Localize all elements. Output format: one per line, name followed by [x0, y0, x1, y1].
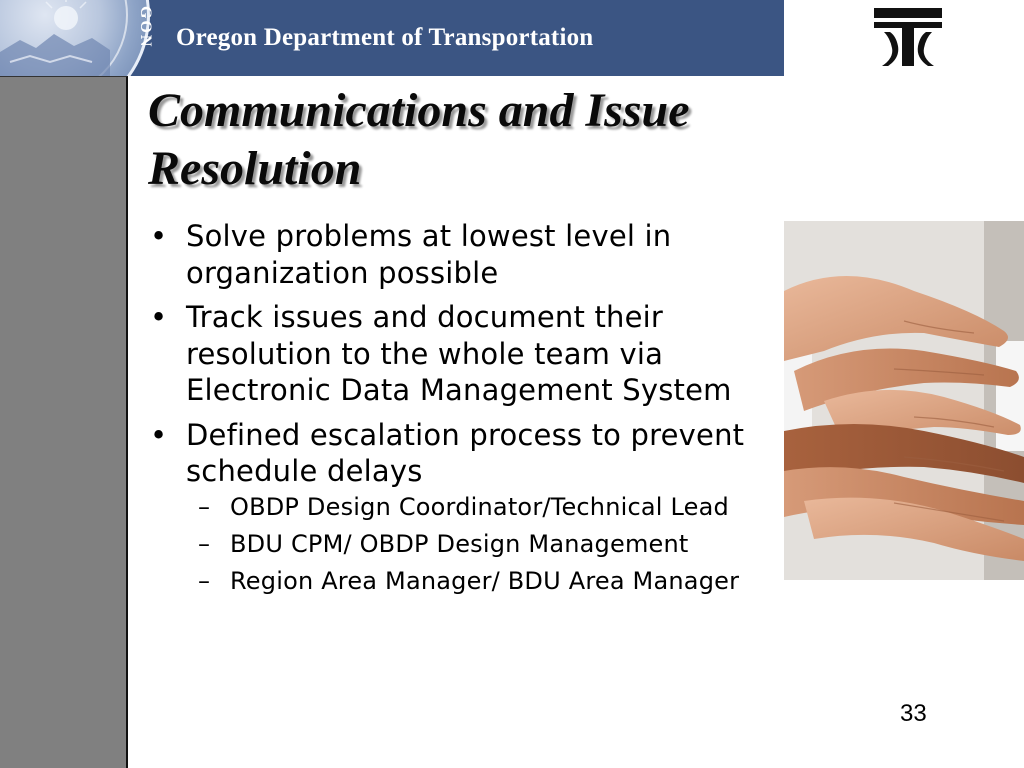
seal-text: GON: [137, 6, 154, 49]
sub-bullet-list: [186, 492, 780, 597]
bullet-marker: •: [150, 219, 168, 253]
sub-bullet-text: BDU CPM/ OBDP Design Management: [230, 529, 689, 558]
organization-name: Oregon Department of Transportation: [176, 24, 594, 51]
bullet-item: [150, 417, 780, 597]
bullet-list: [150, 218, 780, 605]
bullet-marker: •: [150, 300, 168, 334]
sub-bullet-item: [186, 529, 780, 560]
bullet-item: [150, 299, 780, 409]
sub-bullet-item: [186, 492, 780, 523]
bullet-item: [150, 218, 780, 291]
sub-bullet-text: Region Area Manager/ BDU Area Manager: [230, 566, 740, 595]
bullet-text: Track issues and document their resolution to the whole team via Electronic Data Management System: [186, 300, 732, 407]
hands-illustration: [784, 221, 1024, 580]
slide-title: Communications and Issue Resolution: [148, 84, 690, 195]
odot-logo-icon: [870, 4, 946, 70]
sub-bullet-marker: –: [198, 529, 211, 558]
sub-bullet-marker: –: [198, 492, 211, 521]
sub-bullet-text: OBDP Design Coordinator/Technical Lead: [230, 492, 729, 521]
bullet-text: Solve problems at lowest level in organization possible: [186, 219, 672, 290]
stacked-hands-photo: [784, 221, 1024, 580]
left-sidebar-bar: [0, 76, 128, 768]
sub-bullet-item: [186, 566, 780, 597]
seal-emblem: [0, 0, 130, 76]
oregon-seal-icon: [0, 0, 160, 76]
sub-bullet-marker: –: [198, 566, 211, 595]
bullet-text: Defined escalation process to prevent schedule delays: [186, 417, 745, 488]
page-number: 33: [900, 700, 927, 727]
bullet-marker: •: [150, 417, 168, 452]
